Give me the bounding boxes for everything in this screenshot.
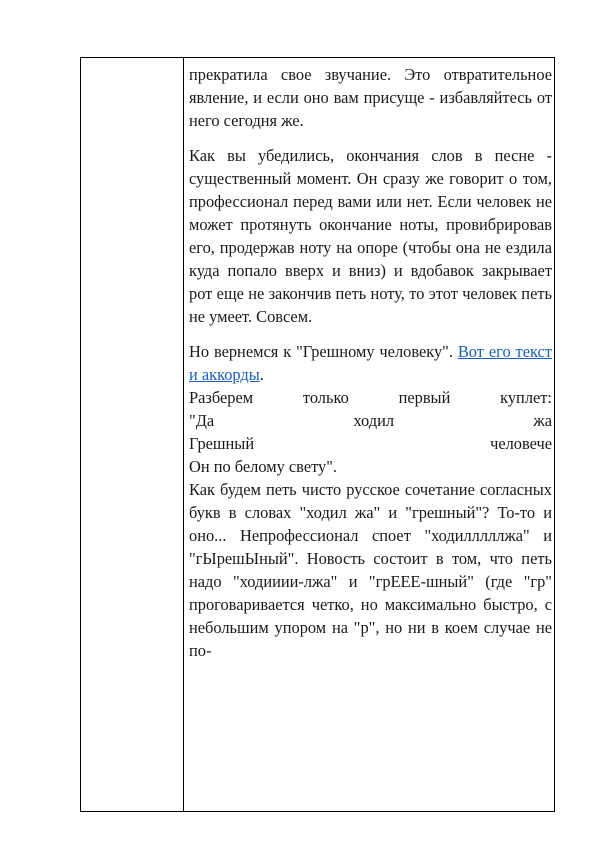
paragraph-3 <box>189 340 552 386</box>
paragraph-3-end: . <box>259 365 264 384</box>
verse-line-1: "Да ходил жа <box>189 411 552 430</box>
verse-line-2: Грешный человече <box>189 434 552 453</box>
paragraph-5: Как будем петь чисто русское сочетание согласных букв в словах "ходил жа" и "грешный"? То-то и оно... Непрофессионал споет "ходилллллжа" и "гЫрешЫный". Новость состоит в том, что петь надо "ходииии-лжа" и "грЕЕЕ-шный" (где "гр" проговаривается четко, но максимально быстро, с небольшим упором на "р", но ни в коем случае не по- <box>189 480 552 660</box>
paragraph-3-text: Но вернемся к "Грешному человеку". <box>189 342 458 361</box>
lyrics-chords-link[interactable]: Вот его текст и аккорды <box>189 342 552 384</box>
paragraph-2: Как вы убедились, окончания слов в песне - существенный момент. Он сразу же говорит о том, профессионал перед вами или нет. Если человек не может протянуть окончание ноты, провибрировав его, продержав ноту на опоре (чтобы она не ездила куда попало вверх и вниз) и вдобавок закрывает рот еще не закончив петь ноту, то этот человек петь не умеет. Совсем. <box>189 146 552 326</box>
content-table <box>80 57 555 812</box>
verse-intro-line: Разберем только первый куплет: <box>189 388 552 407</box>
verse-block <box>189 386 552 478</box>
text-cell <box>189 63 552 662</box>
column-divider <box>183 58 184 811</box>
verse-line-3: Он по белому свету". <box>189 457 338 476</box>
paragraph-1: прекратила свое звучание. Это отвратительное явление, и если оно вам присуще - избавляйтесь от него сегодня же. <box>189 65 552 130</box>
